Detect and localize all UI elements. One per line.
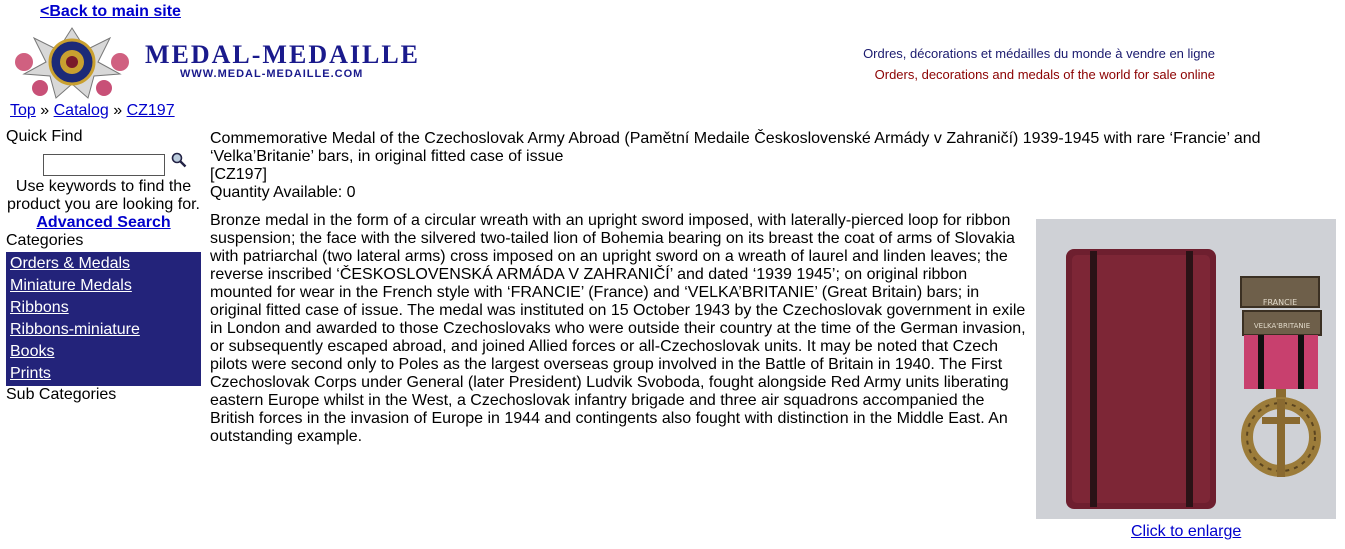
breadcrumb-top[interactable]: Top bbox=[10, 102, 36, 119]
advanced-search-link[interactable]: Advanced Search bbox=[36, 214, 171, 231]
bar-label-francie: FRANCIE bbox=[1262, 298, 1298, 307]
search-input[interactable] bbox=[43, 154, 165, 176]
product-description: Bronze medal in the form of a circular wreath with an upright sword imposed, with laterally-pierced loop for ribbon suspension; the face with the silvered two-tailed lion of Bohemia bearing on its breast the coat of arms of Slovakia with patriarchal (two lateral arms) cross imposed on an upright sword on a wreath of laurel and linden leaves; the reverse inscribed ‘ČESKOSLOVENSKÁ ARMÁDA V ZAHRANIČÍ’ and dated ‘1939 1945’; on original ribbon mounted for wear in the French style with ‘FRANCIE’ (France) and ‘VELKA’BRITANIE’ (Great Britain) bars; in original fitted case of issue. The medal was instituted on 15 October 1943 by the Czechoslovak government in exile in London and awarded to those Czechoslovaks who were outside their country at the time of the German invasion, or subsequently escaped abroad, and joined Allied forces or all-Czechoslovak units. It may be noted that Czech pilots were second only to Poles as the largest overseas group involved in the Battle of Britain in 1940. The First Czechoslovak Corps under General (later President) Ludvik Svoboda, fought alongside Red Army units liberating eastern Europe whilst in the West, a Czechoslovak infantry brigade and three air squadrons accompanied the British forces in the invasion of Europe in 1944 and contingents also fought with distinction in the Middle East. An outstanding example. bbox=[210, 212, 1026, 445]
category-miniature-medals[interactable]: Miniature Medals bbox=[10, 277, 132, 294]
subcategories-heading: Sub Categories bbox=[6, 386, 117, 403]
breadcrumb-separator: » bbox=[113, 102, 123, 119]
category-books[interactable]: Books bbox=[10, 343, 55, 360]
product-main bbox=[210, 130, 1311, 540]
back-to-main-site-link[interactable]: <Back to main site bbox=[40, 3, 181, 20]
bar-label-velka-britanie: VELKA'BRITANIE bbox=[1253, 322, 1311, 330]
tagline-english: Orders, decorations and medals of the world for sale online bbox=[874, 67, 1215, 82]
quick-find-heading: Quick Find bbox=[6, 128, 83, 145]
category-prints[interactable]: Prints bbox=[10, 365, 51, 382]
site-logo[interactable] bbox=[0, 22, 420, 102]
medal-case-photo bbox=[1036, 219, 1336, 519]
tagline-french: Ordres, décorations et médailles du monde à vendre en ligne bbox=[863, 46, 1215, 61]
click-to-enlarge-link[interactable]: Click to enlarge bbox=[1131, 523, 1242, 540]
product-title: Commemorative Medal of the Czechoslovak Army Abroad (Pamětní Medaile Československé Armády v Zahraničí) 1939-1945 with rare ‘Francie’ and ‘Velka’Britanie’ bars, in original fitted case of issue bbox=[210, 130, 1261, 165]
product-image[interactable] bbox=[1036, 219, 1336, 519]
breadcrumb bbox=[10, 102, 175, 120]
search-help-text: Use keywords to find the product you are looking for. bbox=[6, 178, 200, 213]
breadcrumb-current[interactable]: CZ197 bbox=[126, 102, 175, 119]
category-orders-medals[interactable]: Orders & Medals bbox=[10, 255, 131, 272]
breadcrumb-separator: » bbox=[40, 102, 50, 119]
category-ribbons-miniature[interactable]: Ribbons-miniature bbox=[10, 321, 140, 338]
search-icon[interactable] bbox=[171, 152, 187, 168]
medal-star-logo-icon bbox=[0, 24, 144, 100]
search-row bbox=[6, 152, 201, 176]
category-list bbox=[6, 252, 201, 386]
categories-heading: Categories bbox=[6, 232, 84, 249]
breadcrumb-catalog[interactable]: Catalog bbox=[53, 102, 109, 119]
quantity-available: Quantity Available: 0 bbox=[210, 184, 356, 201]
product-code: [CZ197] bbox=[210, 166, 267, 183]
logo-wordmark: MEDAL-MEDAILLE bbox=[145, 40, 421, 69]
logo-url: WWW.MEDAL-MEDAILLE.COM bbox=[180, 68, 364, 80]
category-ribbons[interactable]: Ribbons bbox=[10, 299, 69, 316]
sidebar bbox=[6, 128, 201, 404]
